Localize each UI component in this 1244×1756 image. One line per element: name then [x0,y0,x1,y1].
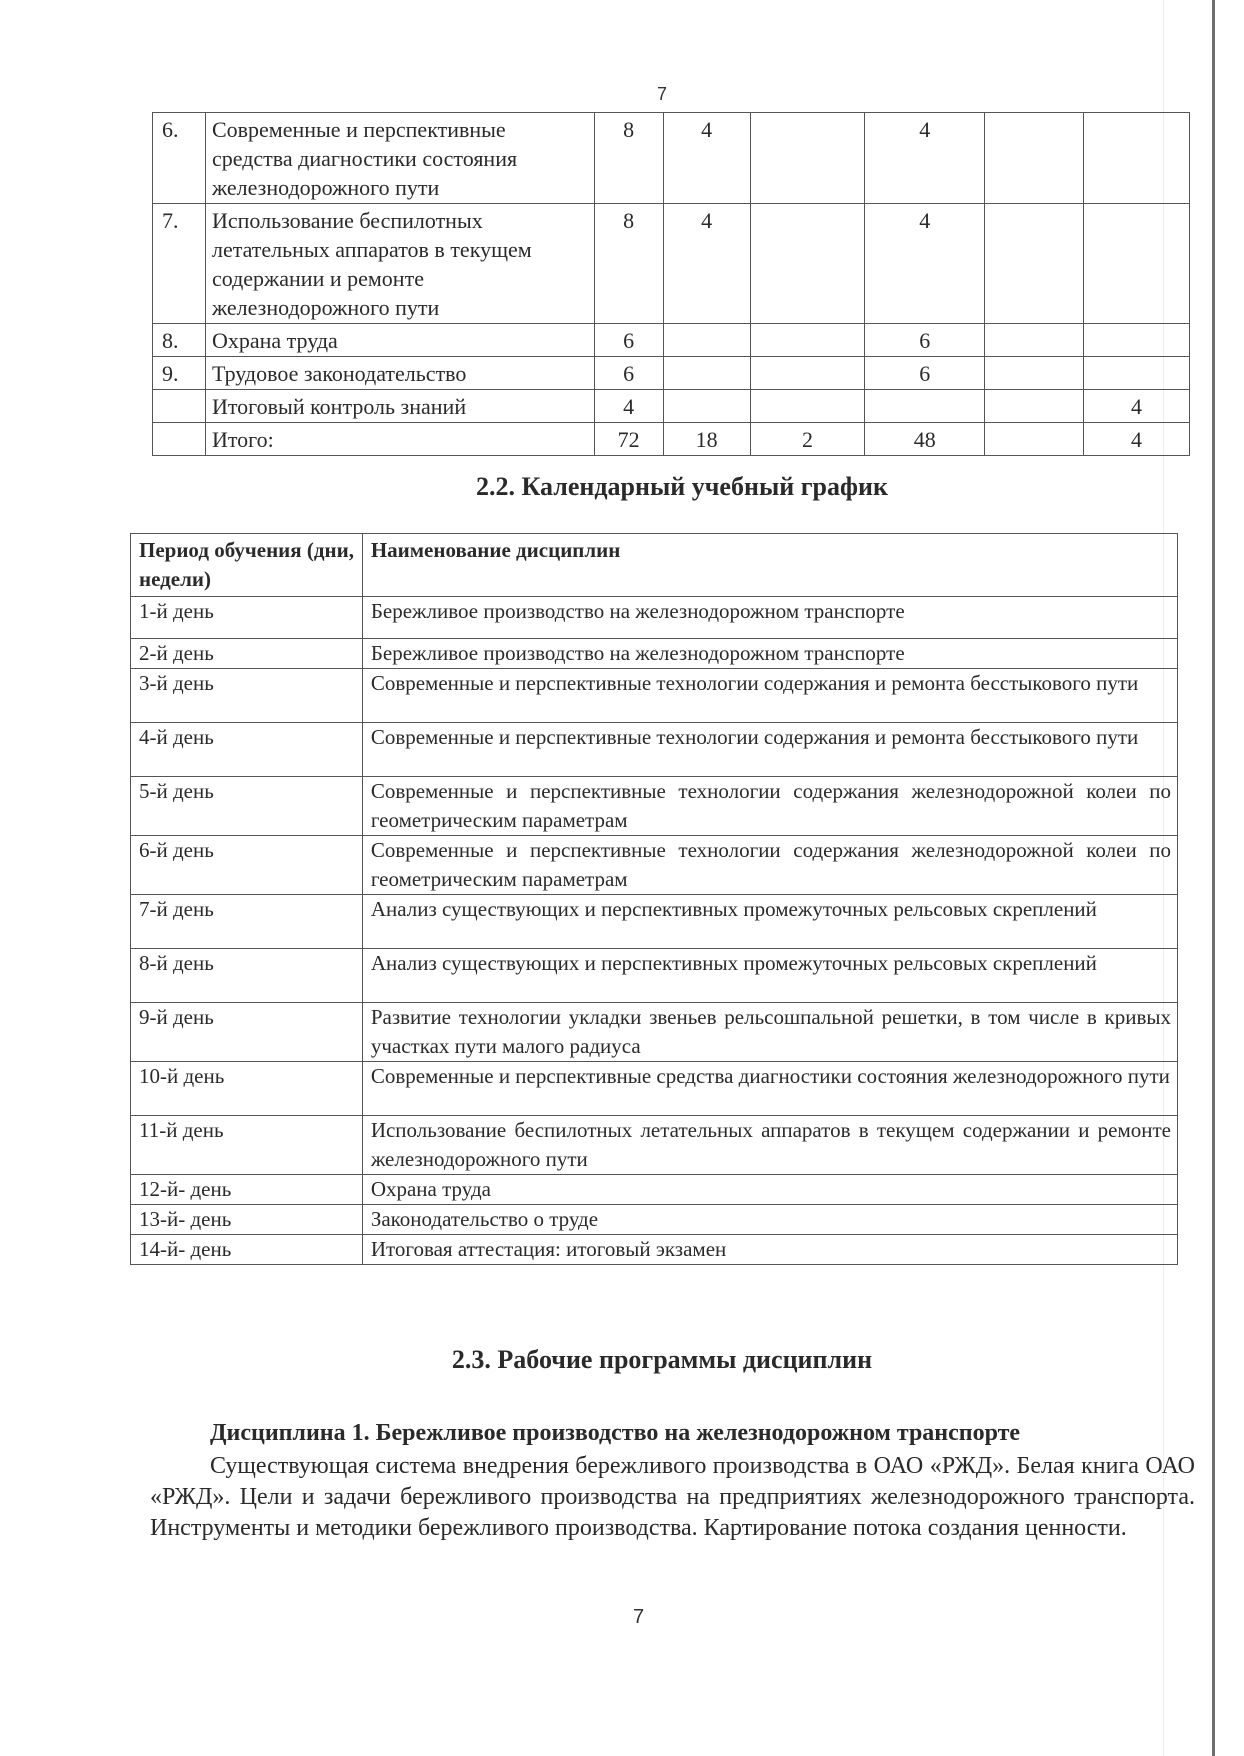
table-row [131,836,1178,895]
period-cell: 13-й- день [131,1205,363,1235]
hours-total: 8 [594,113,663,204]
discipline-cell: Анализ существующих и перспективных промежуточных рельсовых скреплений [362,895,1177,949]
discipline-cell: Использование беспилотных летательных аппаратов в текущем содержании и ремонте железнодорожного пути [362,1116,1177,1175]
hours-col-2: 2 [750,423,865,456]
hours-col-1 [663,390,750,423]
row-index: 7. [153,204,206,324]
hours-col-1: 18 [663,423,750,456]
discipline-cell: Развитие технологии укладки звеньев рельсошпальной решетки, в том числе в кривых участках пути малого радиуса [362,1003,1177,1062]
table-row [131,1175,1178,1205]
table-row [131,949,1178,1003]
hours-col-2 [750,390,865,423]
table-row [131,669,1178,723]
discipline-cell: Бережливое производство на железнодорожном транспорте [362,597,1177,639]
hours-col-3: 4 [865,113,985,204]
table-row [131,723,1178,777]
curriculum-plan-table [152,112,1190,456]
hours-col-2 [750,113,865,204]
discipline-cell: Современные и перспективные технологии содержания железнодорожной колеи по геометрическим параметрам [362,836,1177,895]
discipline-cell: Анализ существующих и перспективных промежуточных рельсовых скреплений [362,949,1177,1003]
period-cell: 11-й день [131,1116,363,1175]
row-name: Использование беспилотных летательных аппаратов в текущем содержании и ремонте железнодорожного пути [205,204,594,324]
row-name: Трудовое законодательство [205,357,594,390]
hours-total: 4 [594,390,663,423]
hours-col-1 [663,357,750,390]
discipline-cell: Современные и перспективные технологии содержания и ремонта бесстыкового пути [362,669,1177,723]
hours-col-5 [1084,357,1190,390]
table-row [153,324,1190,357]
discipline-cell: Современные и перспективные технологии содержания железнодорожной колеи по геометрическим параметрам [362,777,1177,836]
hours-col-3: 48 [865,423,985,456]
hours-col-1 [663,324,750,357]
calendar-schedule-table [130,533,1178,1265]
table-row [153,113,1190,204]
hours-col-4 [985,390,1084,423]
hours-col-5: 4 [1084,390,1190,423]
programs-title: 2.3. Рабочие программы дисциплин [451,1345,873,1374]
hours-col-3: 4 [865,204,985,324]
period-cell: 14-й- день [131,1235,363,1265]
row-name: Современные и перспективные средства диагностики состояния железнодорожного пути [205,113,594,204]
table-row [131,1062,1178,1116]
hours-col-4 [985,324,1084,357]
hours-col-4 [985,204,1084,324]
table-row [153,357,1190,390]
period-cell: 3-й день [131,669,363,723]
period-cell: 2-й день [131,639,363,669]
row-index: 8. [153,324,206,357]
hours-total: 8 [594,204,663,324]
discipline-cell: Охрана труда [362,1175,1177,1205]
table-header-row [131,534,1178,597]
hours-col-2 [750,204,865,324]
table-row [153,390,1190,423]
row-name: Охрана труда [205,324,594,357]
row-index: 6. [153,113,206,204]
row-name: Итоговый контроль знаний [205,390,594,423]
row-index: 9. [153,357,206,390]
table-row [131,1235,1178,1265]
hours-col-3: 6 [865,357,985,390]
table-row [131,1205,1178,1235]
hours-total: 6 [594,357,663,390]
period-cell: 4-й день [131,723,363,777]
period-cell: 8-й день [131,949,363,1003]
period-cell: 12-й- день [131,1175,363,1205]
header-discipline: Наименование дисциплин [362,534,1177,597]
discipline-cell: Итоговая аттестация: итоговый экзамен [362,1235,1177,1265]
hours-total: 72 [594,423,663,456]
table-row [131,1003,1178,1062]
hours-col-5 [1084,324,1190,357]
table-row [131,1116,1178,1175]
period-cell: 1-й день [131,597,363,639]
hours-col-3: 6 [865,324,985,357]
row-index [153,423,206,456]
discipline-cell: Законодательство о труде [362,1205,1177,1235]
hours-col-2 [750,357,865,390]
row-name: Итого: [205,423,594,456]
hours-col-4 [985,113,1084,204]
hours-col-5 [1084,113,1190,204]
hours-col-3 [865,390,985,423]
discipline-cell: Современные и перспективные технологии содержания и ремонта бесстыкового пути [362,723,1177,777]
row-index [153,390,206,423]
discipline-section [150,1417,1195,1544]
schedule-title: 2.2. Календарный учебный график [476,472,888,501]
table-row [131,639,1178,669]
period-cell: 9-й день [131,1003,363,1062]
table-row [131,777,1178,836]
hours-total: 6 [594,324,663,357]
hours-col-1: 4 [663,113,750,204]
page-number-bottom: 7 [633,1606,645,1628]
page-edge-line [1212,0,1215,1756]
discipline-cell: Бережливое производство на железнодорожном транспорте [362,639,1177,669]
table-row [131,895,1178,949]
discipline-cell: Современные и перспективные средства диагностики состояния железнодорожного пути [362,1062,1177,1116]
table-row [131,597,1178,639]
hours-col-1: 4 [663,204,750,324]
hours-col-4 [985,423,1084,456]
hours-col-4 [985,357,1084,390]
period-cell: 5-й день [131,777,363,836]
hours-col-2 [750,324,865,357]
table-row [153,423,1190,456]
hours-col-5: 4 [1084,423,1190,456]
period-cell: 7-й день [131,895,363,949]
period-cell: 6-й день [131,836,363,895]
hours-col-5 [1084,204,1190,324]
period-cell: 10-й день [131,1062,363,1116]
discipline-description: Существующая система внедрения бережливого производства в ОАО «РЖД». Белая книга ОАО «РЖД». Цели и задачи бережливого производства на предприятиях железнодорожного транспорта. Инструменты и методики бережливого производства. Картирование потока создания ценности. [150,1453,1195,1541]
table-row [153,204,1190,324]
discipline-title: Дисциплина 1. Бережливое производство на железнодорожном транспорте [210,1420,1021,1446]
header-period: Период обучения (дни, недели) [131,534,363,597]
page-number-top: 7 [657,84,668,104]
